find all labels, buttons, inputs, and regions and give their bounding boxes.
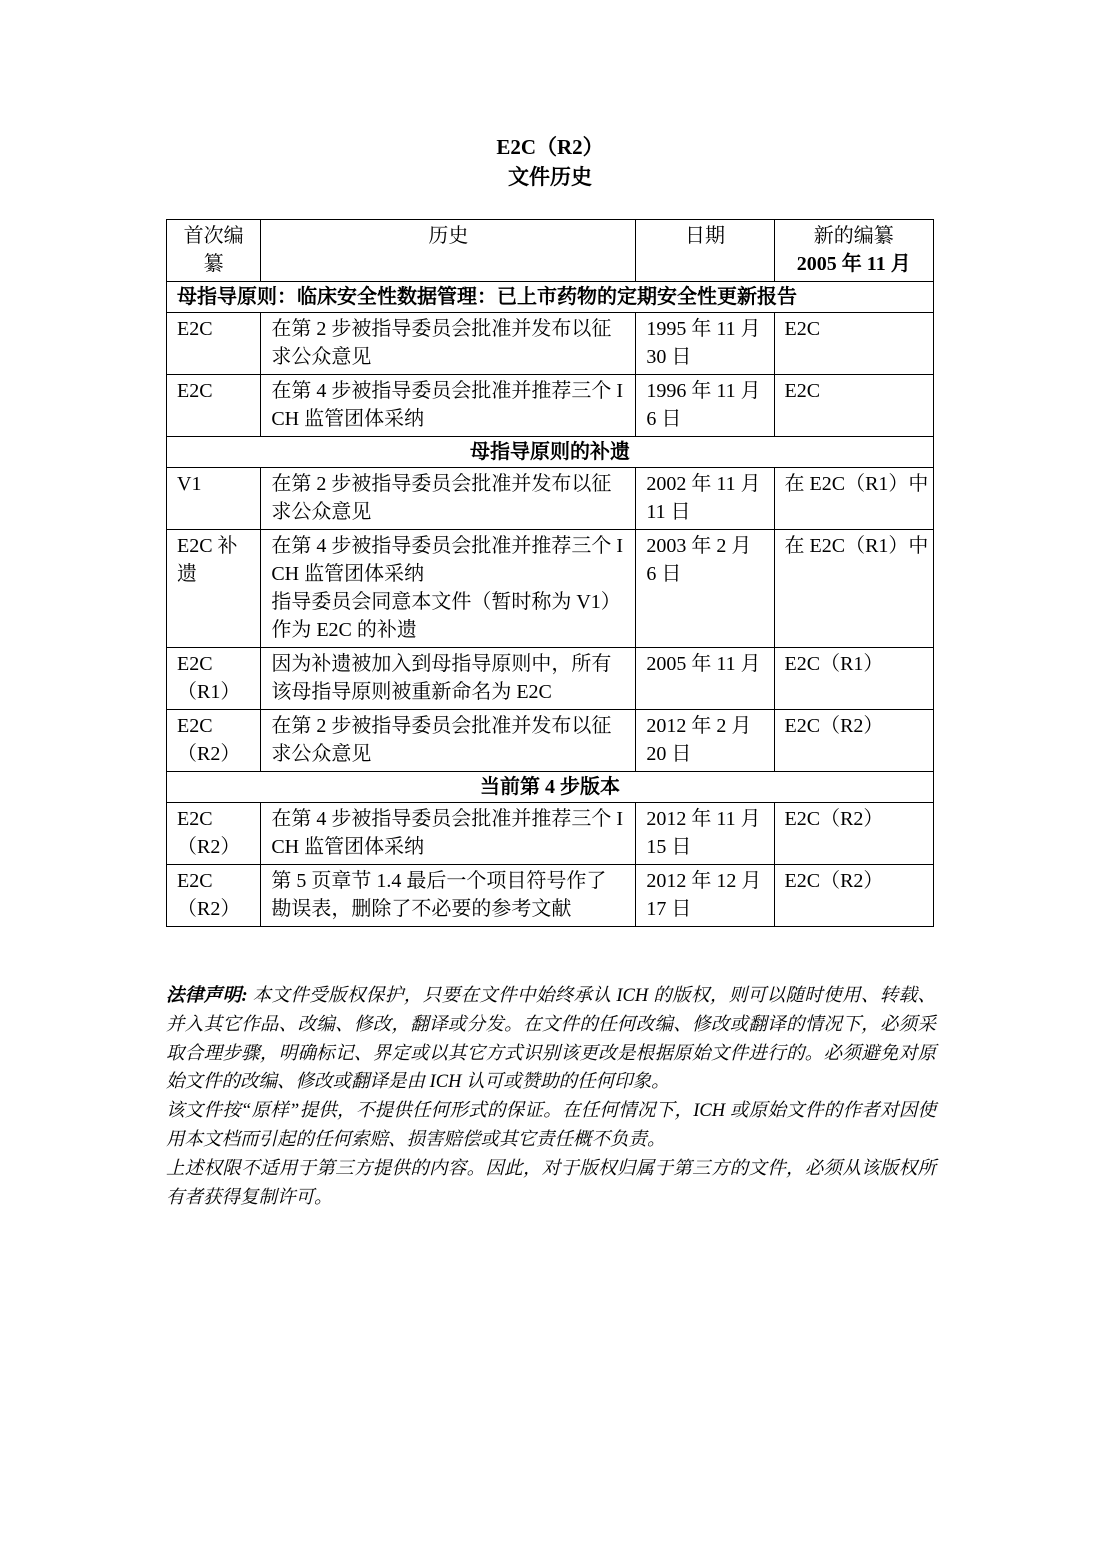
cell-code: E2C （R2） <box>167 865 261 927</box>
cell-new-code: 在 E2C（R1）中 <box>774 530 933 648</box>
table-row <box>167 865 934 927</box>
legal-text: 本文件受版权保护，只要在文件中始终承认 ICH 的版权，则可以随时使用、转载、并入其它作品、改编、修改，翻译或分发。在文件的任何改编、修改或翻译的情况下，必须采取合理步骤，明确标记、界定或以其它方式识别该更改是根据原始文件进行的。必须避免对原始文件的改编、修改或翻译是由 ICH 认可或赞助的任何印象。 <box>166 986 936 1093</box>
legal-label: 法律声明: <box>166 986 248 1006</box>
header-history: 历史 <box>261 220 636 282</box>
cell-date: 1996 年 11 月 6 日 <box>636 375 774 437</box>
cell-history: 因为补遗被加入到母指导原则中，所有该母指导原则被重新命名为 E2C <box>261 648 636 710</box>
document-title: 文件历史 <box>508 165 592 189</box>
section-title: 母指导原则：临床安全性数据管理：已上市药物的定期安全性更新报告 <box>167 282 934 313</box>
legal-notice <box>166 982 936 1212</box>
cell-code: E2C <box>167 375 261 437</box>
table-row <box>167 710 934 772</box>
legal-paragraph <box>166 982 936 1097</box>
legal-paragraph: 上述权限不适用于第三方提供的内容。因此，对于版权归属于第三方的文件，必须从该版权所有者获得复制许可。 <box>166 1158 936 1208</box>
table-row <box>167 375 934 437</box>
cell-new-code: E2C（R1） <box>774 648 933 710</box>
header-new-code <box>774 220 933 282</box>
cell-code: V1 <box>167 468 261 530</box>
cell-code: E2C （R1） <box>167 648 261 710</box>
section-title: 当前第 4 步版本 <box>167 772 934 803</box>
cell-new-code: 在 E2C（R1）中 <box>774 468 933 530</box>
cell-date: 1995 年 11 月 30 日 <box>636 313 774 375</box>
table-row <box>167 468 934 530</box>
cell-new-code: E2C（R2） <box>774 710 933 772</box>
cell-code: E2C （R2） <box>167 710 261 772</box>
cell-date: 2012 年 2 月 20 日 <box>636 710 774 772</box>
document-code: E2C（R2） <box>496 135 604 159</box>
cell-history: 第 5 页章节 1.4 最后一个项目符号作了勘误表，删除了不必要的参考文献 <box>261 865 636 927</box>
section-row <box>167 772 934 803</box>
cell-date: 2005 年 11 月 <box>636 648 774 710</box>
cell-new-code: E2C <box>774 313 933 375</box>
cell-history: 在第 2 步被指导委员会批准并发布以征求公众意见 <box>261 468 636 530</box>
cell-history <box>261 530 636 648</box>
cell-date: 2012 年 12 月 17 日 <box>636 865 774 927</box>
cell-history: 在第 2 步被指导委员会批准并发布以征求公众意见 <box>261 313 636 375</box>
section-title: 母指导原则的补遗 <box>167 437 934 468</box>
cell-date: 2012 年 11 月 15 日 <box>636 803 774 865</box>
document-header <box>0 132 1100 192</box>
table-row <box>167 313 934 375</box>
cell-history-line: 在第 4 步被指导委员会批准并推荐三个 ICH 监管团体采纳 <box>271 535 623 585</box>
cell-history-line: 指导委员会同意本文件（暂时称为 V1）作为 E2C 的补遗 <box>271 591 621 641</box>
cell-code: E2C <box>167 313 261 375</box>
table-row <box>167 803 934 865</box>
legal-paragraph: 该文件按“原样”提供，不提供任何形式的保证。在任何情况下，ICH 或原始文件的作者对因使用本文档而引起的任何索赔、损害赔偿或其它责任概不负责。 <box>166 1101 936 1150</box>
cell-history: 在第 4 步被指导委员会批准并推荐三个 ICH 监管团体采纳 <box>261 803 636 865</box>
table-row <box>167 530 934 648</box>
header-new-code-date: 2005 年 11 月 <box>796 253 911 275</box>
document-history-table <box>166 219 934 927</box>
cell-history: 在第 4 步被指导委员会批准并推荐三个 ICH 监管团体采纳 <box>261 375 636 437</box>
section-row <box>167 282 934 313</box>
cell-new-code: E2C（R2） <box>774 803 933 865</box>
table-header-row <box>167 220 934 282</box>
table-row <box>167 648 934 710</box>
cell-new-code: E2C（R2） <box>774 865 933 927</box>
cell-code: E2C 补遗 <box>167 530 261 648</box>
header-new-code-label: 新的编纂 <box>813 225 894 247</box>
section-row <box>167 437 934 468</box>
cell-new-code: E2C <box>774 375 933 437</box>
cell-date: 2003 年 2 月 6 日 <box>636 530 774 648</box>
header-date: 日期 <box>636 220 774 282</box>
cell-code: E2C （R2） <box>167 803 261 865</box>
cell-date: 2002 年 11 月 11 日 <box>636 468 774 530</box>
cell-history: 在第 2 步被指导委员会批准并发布以征求公众意见 <box>261 710 636 772</box>
header-first-code: 首次编纂 <box>167 220 261 282</box>
